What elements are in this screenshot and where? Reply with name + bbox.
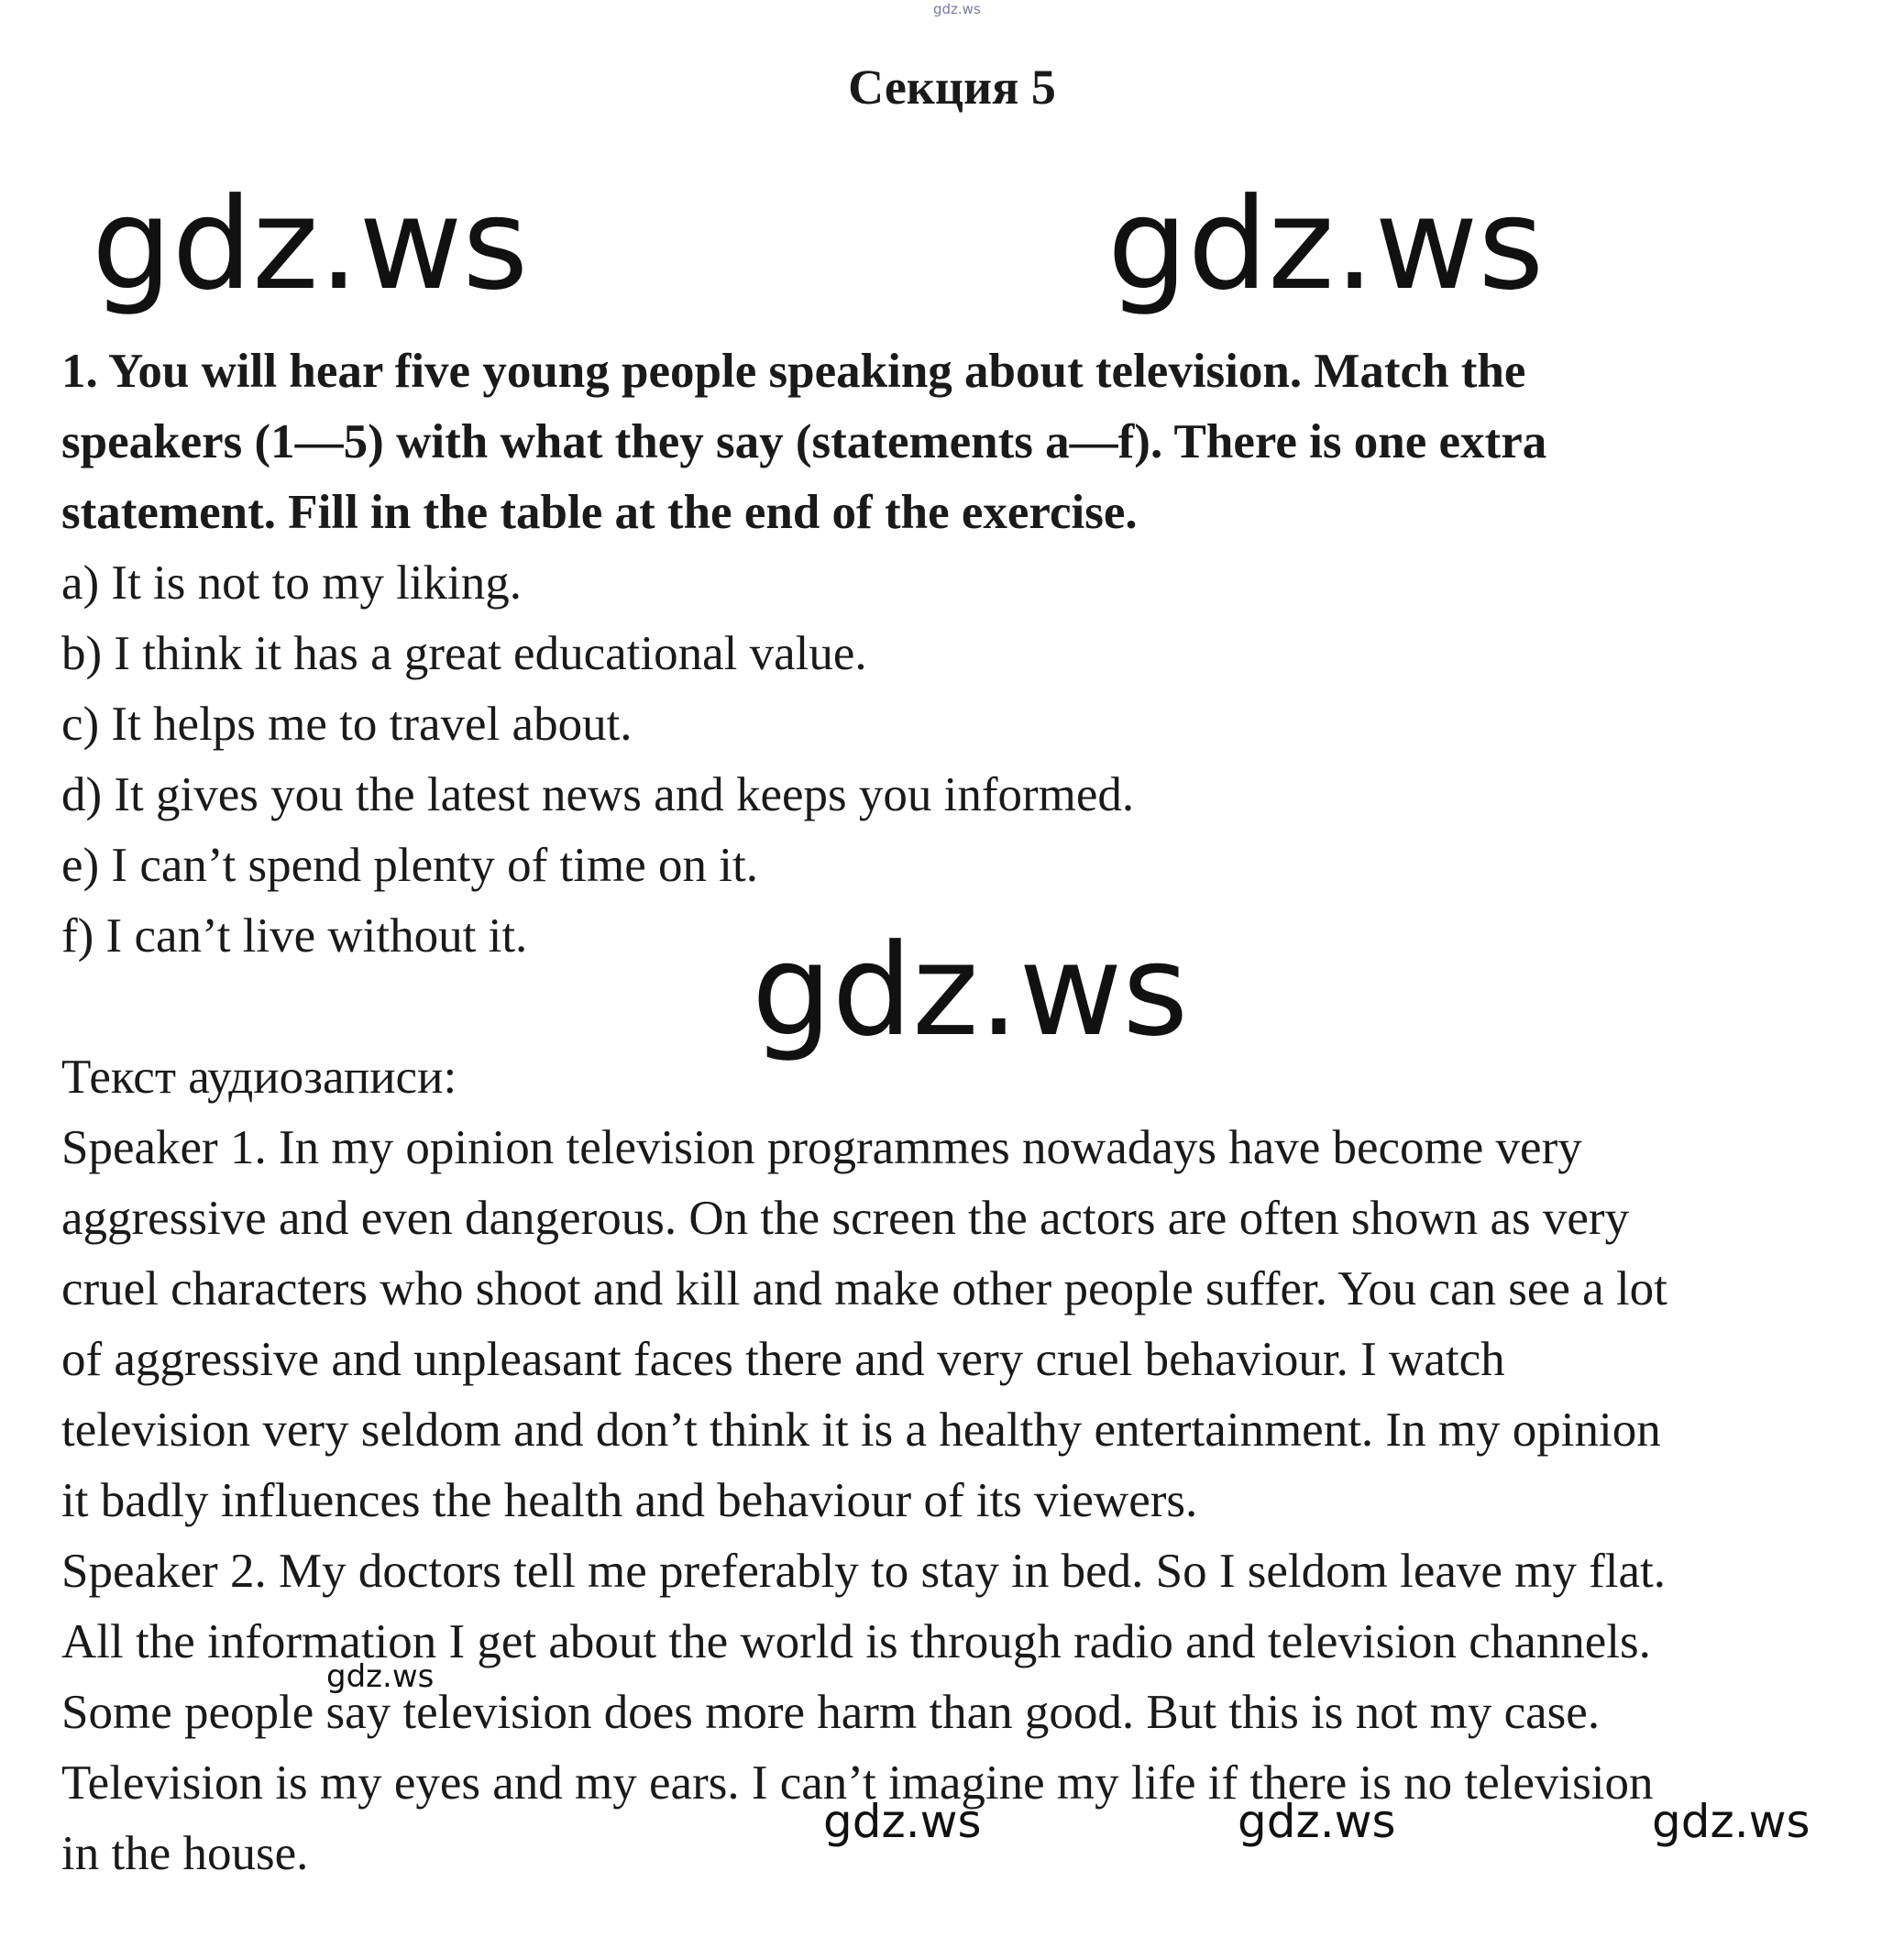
watermark-big-center: gdz.ws: [752, 917, 1189, 1064]
task-line: 1. You will hear five young people speaking about television. Match the: [61, 345, 1526, 398]
transcript-line: in the house.: [61, 1827, 309, 1880]
transcript-line: aggressive and even dangerous. On the screen the actors are often shown as very: [61, 1192, 1630, 1245]
transcript: [61, 1113, 1858, 1889]
transcript-line: it badly influences the health and behaviour of its viewers.: [61, 1474, 1198, 1527]
watermark-bottom-3: gdz.ws: [1652, 1795, 1810, 1848]
task-line: statement. Fill in the table at the end of the exercise.: [61, 486, 1138, 539]
watermark-bottom-2: gdz.ws: [1238, 1795, 1396, 1848]
statement-e: e) I can’t spend plenty of time on it.: [61, 839, 758, 892]
statements-list: [61, 548, 1858, 972]
statement-a: a) It is not to my liking.: [61, 556, 522, 610]
statement-c: c) It helps me to travel about.: [61, 698, 633, 751]
statement-b: b) I think it has a great educational value.: [61, 627, 867, 680]
transcript-line: Some people say television does more harm than good. But this is not my case.: [61, 1686, 1601, 1739]
transcript-line: cruel characters who shoot and kill and make other people suffer. You can see a lot: [61, 1262, 1667, 1315]
page-title: Секция 5: [848, 60, 1056, 115]
statement-d: d) It gives you the latest news and keeps you informed.: [61, 768, 1135, 821]
statement-f: f) I can’t live without it.: [61, 909, 528, 963]
transcript-line: television very seldom and don’t think it is a healthy entertainment. In my opinion: [61, 1403, 1661, 1457]
watermark-small: gdz.ws: [326, 1658, 435, 1695]
watermark-big-left: gdz.ws: [92, 171, 529, 318]
transcript-line: of aggressive and unpleasant faces there and very cruel behaviour. I watch: [61, 1333, 1505, 1386]
task-instructions: [61, 336, 1858, 548]
watermark-bottom-1: gdz.ws: [823, 1795, 982, 1848]
task-line: speakers (1—5) with what they say (statements a—f). There is one extra: [61, 415, 1547, 468]
audio-label: Текст аудиозаписи:: [61, 1051, 457, 1104]
transcript-line: Speaker 1. In my opinion television programmes nowadays have become very: [61, 1121, 1582, 1174]
transcript-line: Television is my eyes and my ears. I can’t imagine my life if there is no television: [61, 1756, 1654, 1810]
transcript-line: Speaker 2. My doctors tell me preferably to stay in bed. So I seldom leave my flat.: [61, 1545, 1667, 1598]
document-body: [61, 336, 1858, 1889]
watermark-top: gdz.ws: [933, 1, 981, 17]
transcript-line: All the information I get about the world is through radio and television channels.: [61, 1615, 1651, 1668]
watermark-big-right: gdz.ws: [1107, 171, 1545, 318]
